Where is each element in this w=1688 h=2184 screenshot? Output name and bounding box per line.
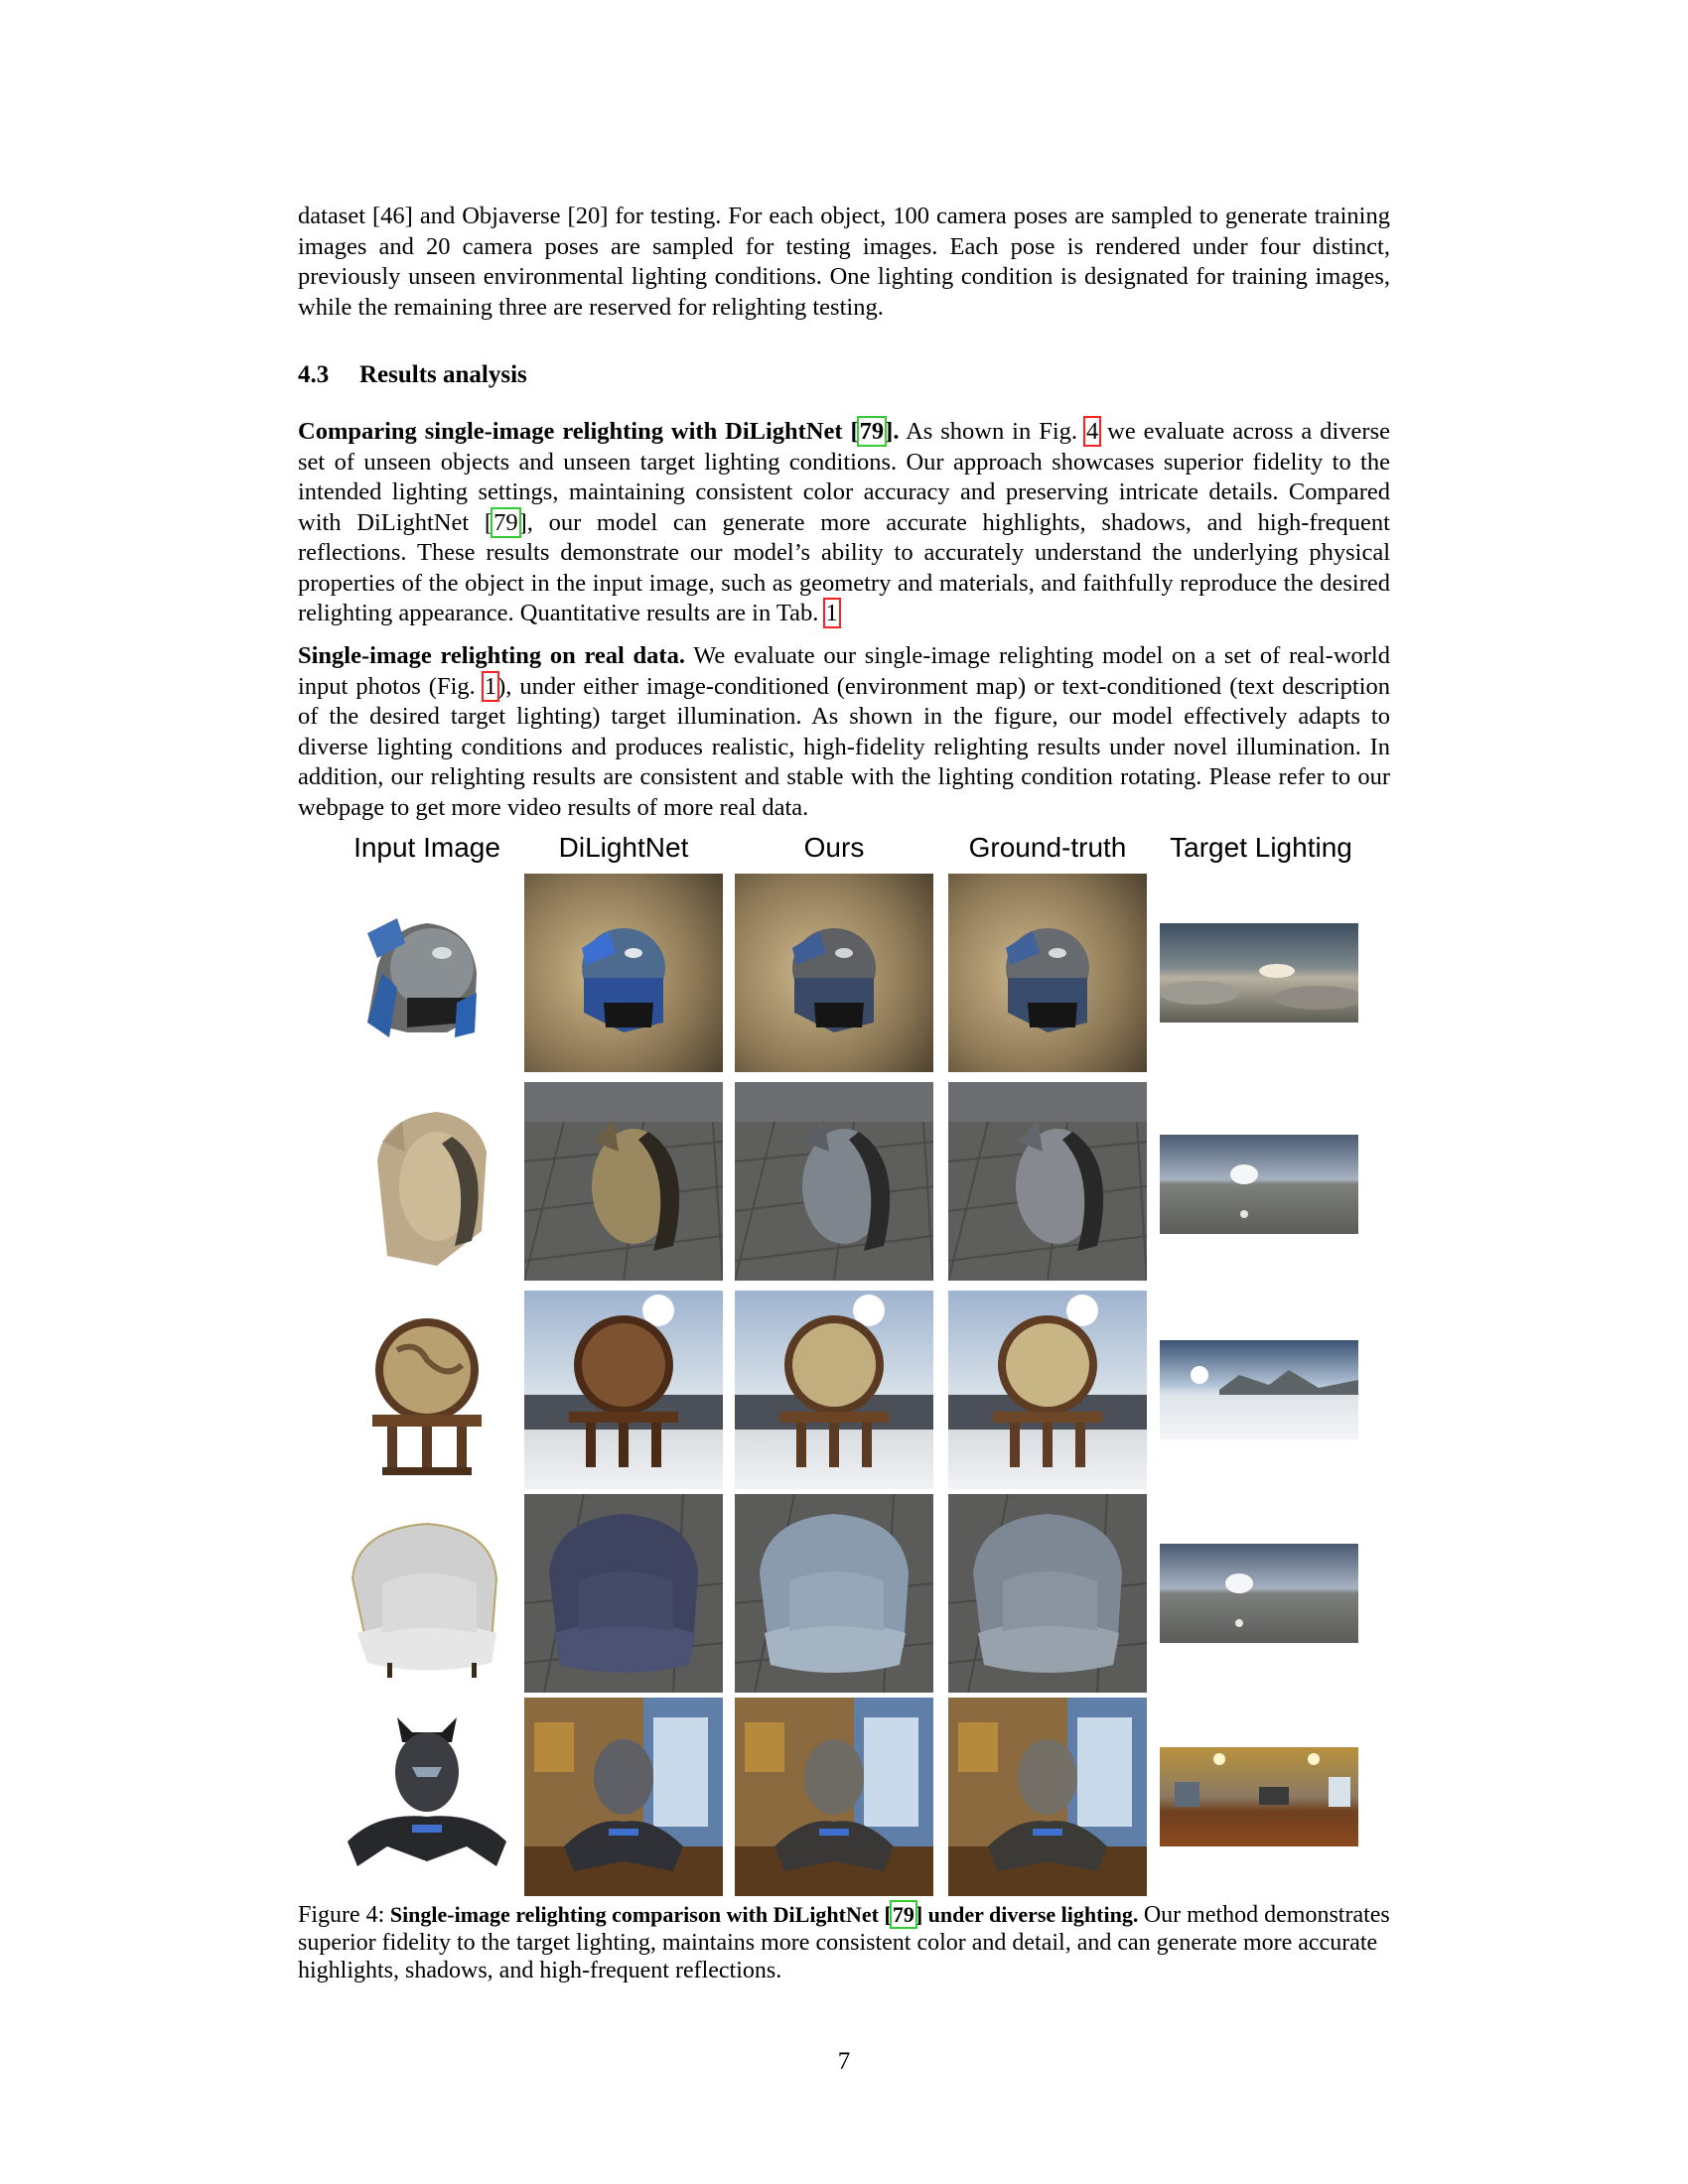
paragraph-lead: Single-image relighting on real data. (298, 642, 685, 669)
target-lighting-envmap-interior (1160, 1747, 1358, 1846)
ours-result-robot (735, 1698, 933, 1896)
ours-result-armchair (735, 1494, 933, 1693)
column-header-ground-truth: Ground-truth (968, 832, 1127, 863)
ground-truth-robot (948, 1698, 1147, 1896)
page-number: 7 (837, 2048, 851, 2075)
dilightnet-result-beige-helmet (524, 1082, 723, 1281)
dilightnet-result-armchair (524, 1494, 723, 1693)
target-lighting-envmap-clouds (1160, 923, 1358, 1023)
column-header-target-lighting: Target Lighting (1170, 832, 1352, 863)
section-number: 4.3 (298, 361, 330, 388)
ground-truth-beige-helmet (948, 1082, 1147, 1281)
caption-title: Single-image relighting comparison with DiLightNet [79] under diverse lighting. (389, 1902, 1139, 1927)
citation-link[interactable]: 79 (859, 418, 885, 445)
figure-caption: Figure 4: Single-image relighting comparison with DiLightNet [79] under diverse lighting. Our method demonstrates superior fidelity to the target lighting, maintains more consistent color and detail, and can generate more accurate highlights, shadows, and high-frequent reflections. (298, 1902, 1390, 1983)
target-lighting-envmap-snow (1160, 1340, 1358, 1439)
column-header-dilightnet: DiLightNet (558, 832, 689, 863)
column-header-input: Input Image (353, 832, 500, 863)
dilightnet-result-helmet (524, 874, 723, 1072)
target-lighting-envmap-plaza-2 (1160, 1544, 1358, 1643)
section-heading (298, 361, 527, 389)
input-image-helmet (328, 874, 526, 1072)
paragraph-real-data: Single-image relighting on real data. We evaluate our single-image relighting model on a set of real-world input photos (Fig. 1), under either image-conditioned (environment map) or text-conditioned (text description of the desired target lighting) target illumination. As shown in the figure, our model effectively adapts to diverse lighting conditions and produces realistic, high-fidelity relighting results under novel illumination. In addition, our relighting results are consistent and stable with the lighting condition rotating. Please refer to our webpage to get more video results of more real data. (298, 642, 1391, 821)
citation-link[interactable]: 79 (493, 508, 518, 536)
ground-truth-helmet (948, 874, 1147, 1072)
section-title: Results analysis (359, 361, 527, 388)
ground-truth-globe (948, 1291, 1147, 1489)
citation-link[interactable]: 79 (892, 1902, 914, 1927)
dilightnet-result-globe (524, 1291, 723, 1489)
column-header-ours: Ours (803, 832, 865, 863)
target-lighting-envmap-plaza (1160, 1135, 1358, 1234)
caption-label: Figure 4: (298, 1902, 385, 1928)
ground-truth-armchair (948, 1494, 1147, 1693)
ours-result-helmet (735, 874, 933, 1072)
input-image-globe (328, 1291, 526, 1489)
table-ref-link[interactable]: 1 (825, 600, 838, 626)
paragraph-lead: Comparing single-image relighting with DiLightNet [79]. (298, 418, 900, 445)
paragraph-comparison: Comparing single-image relighting with DiLightNet [79]. As shown in Fig. 4 we evaluate across a diverse set of unseen objects and unseen target lighting conditions. Our approach showcases superior fidelity to the intended lighting settings, maintaining consistent color accuracy and preserving intricate details. Compared with DiLightNet [79], our model can generate more accurate highlights, shadows, and high-frequent reflections. These results demonstrate our model’s ability to accurately understand the underlying physical properties of the object in the input image, such as geometry and materials, and faithfully reproduce the desired relighting appearance. Quantitative results are in Tab. 1 (298, 418, 1390, 626)
ours-result-beige-helmet (735, 1082, 933, 1281)
paragraph-dataset: dataset [46] and Objaverse [20] for testing. For each object, 100 camera poses are sampled to generate training images and 20 camera poses are sampled for testing images. Each pose is rendered under four distinct, previously unseen environmental lighting conditions. One lighting condition is designated for training images, while the remaining three are reserved for relighting testing. (298, 203, 1390, 321)
input-image-armchair (328, 1494, 526, 1693)
input-image-beige-helmet (328, 1082, 526, 1281)
dilightnet-result-robot (524, 1698, 723, 1896)
input-image-robot (328, 1698, 526, 1896)
ours-result-globe (735, 1291, 933, 1489)
figure-ref-link[interactable]: 4 (1085, 418, 1099, 445)
figure-ref-link[interactable]: 1 (484, 672, 497, 700)
